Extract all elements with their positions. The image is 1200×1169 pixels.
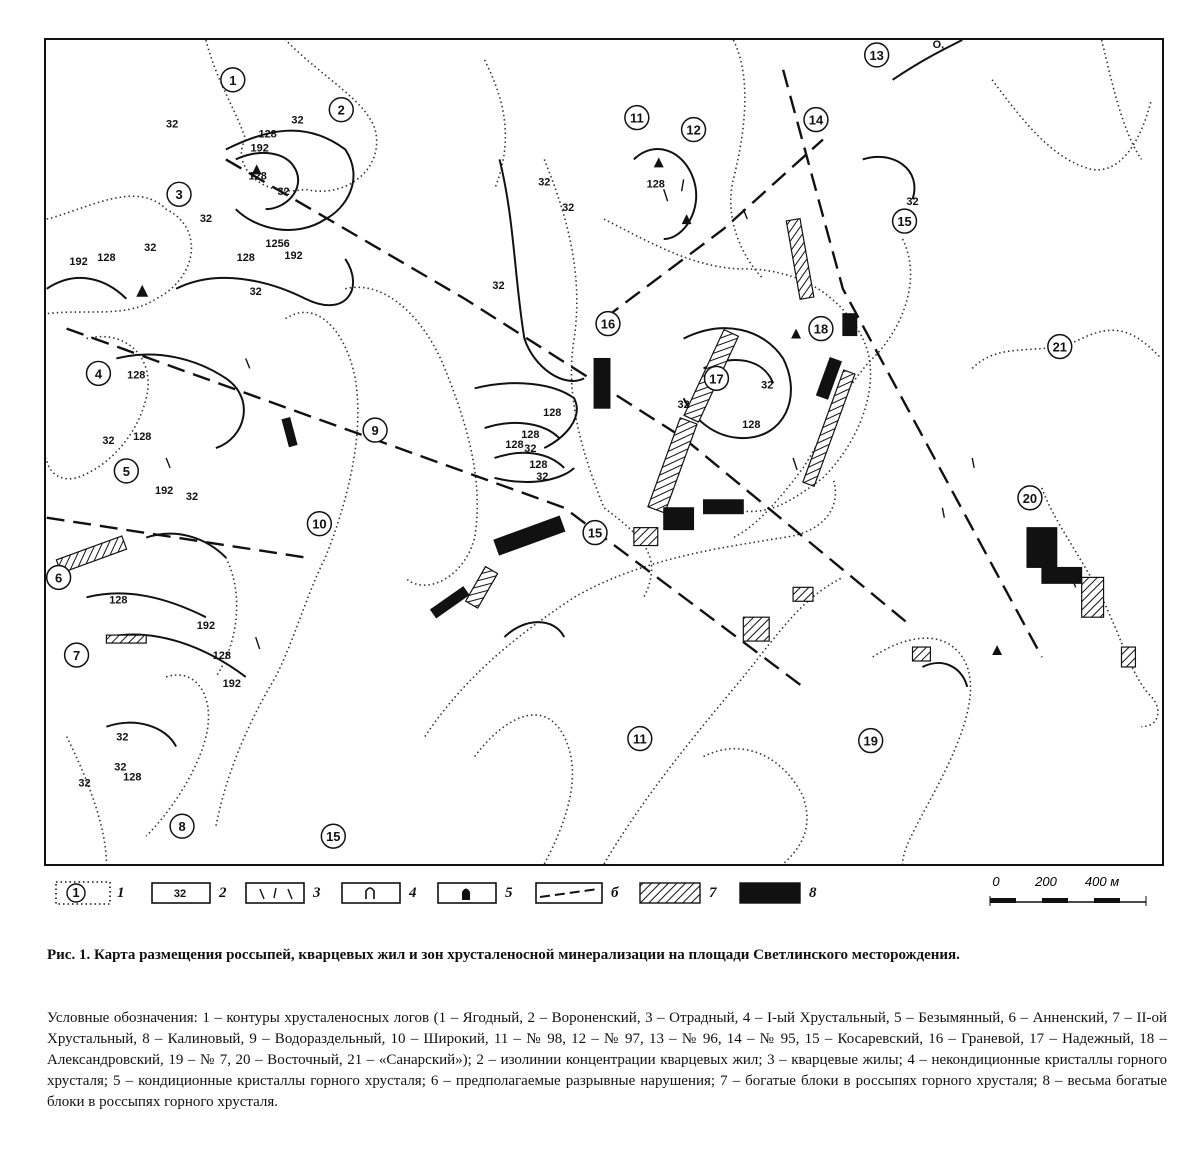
legend-number: 5 xyxy=(505,884,513,901)
legend-item-2 xyxy=(150,878,227,908)
deposit-number-text: 18 xyxy=(813,321,829,337)
standard-crystal xyxy=(791,329,801,339)
quartz-vein xyxy=(664,189,668,201)
isoline xyxy=(236,153,298,209)
deposit-number xyxy=(625,106,649,130)
rich-block xyxy=(634,528,658,546)
very-rich-block xyxy=(431,587,469,618)
gully-contour xyxy=(47,337,148,479)
gully-contour xyxy=(992,80,1151,170)
isoline-label: 32 xyxy=(492,279,505,292)
legend xyxy=(44,872,1164,916)
isoline xyxy=(893,40,963,80)
isoline-label: 128 xyxy=(646,178,665,191)
isoline xyxy=(500,159,585,381)
deposit-number-text: 12 xyxy=(686,122,701,138)
rich-block xyxy=(56,536,126,573)
deposit-number xyxy=(583,521,607,545)
deposit-number-text: 15 xyxy=(587,525,603,541)
isoline xyxy=(922,663,967,687)
quartz-vein-icon xyxy=(244,879,308,907)
deposit-number xyxy=(705,366,729,390)
deposit-number-text: 7 xyxy=(72,647,81,663)
deposit-number-text: 4 xyxy=(94,366,103,382)
map-frame xyxy=(44,38,1164,866)
rich-block xyxy=(786,219,814,300)
deposit-map xyxy=(46,40,1162,864)
isoline-label: 1256 xyxy=(265,237,290,250)
isoline-label: 32 xyxy=(524,443,537,455)
rich-block-hatched-icon xyxy=(638,879,704,907)
isoline-label: 128 xyxy=(742,419,761,432)
quartz-vein xyxy=(942,508,944,518)
deposit-number-text: 8 xyxy=(178,819,186,835)
deposit-number xyxy=(47,565,71,589)
very-rich-block xyxy=(664,508,694,530)
legend-number: 2 xyxy=(219,884,227,901)
isoline-label: 128 xyxy=(127,369,146,382)
isoline-label: 32 xyxy=(144,241,157,254)
deposit-number-text: 9 xyxy=(371,423,379,439)
deposit-number xyxy=(167,182,191,206)
isoline xyxy=(176,259,353,305)
gully-contour xyxy=(604,577,843,864)
isoline-label: 192 xyxy=(250,142,269,155)
quartz-vein xyxy=(166,458,170,468)
deposit-number-text: 15 xyxy=(897,214,912,230)
isoline-label: 192 xyxy=(155,484,174,497)
gully-contours xyxy=(47,40,1162,864)
isoline-label: 32 xyxy=(166,118,179,131)
gully-contour xyxy=(704,749,807,864)
legend-number: 1 xyxy=(117,884,125,901)
gully-contour xyxy=(873,638,971,864)
legend-number: 8 xyxy=(809,884,817,901)
deposit-number xyxy=(809,317,833,341)
rich-block xyxy=(743,617,769,641)
isoline-label: 128 xyxy=(97,251,116,264)
standard-crystal-icon xyxy=(436,879,500,907)
deposit-number xyxy=(65,643,89,667)
legend-sample: 32 xyxy=(173,888,187,900)
isoline-label: 192 xyxy=(69,255,88,268)
standard-crystals xyxy=(136,157,1002,655)
isoline-label: 128 xyxy=(258,128,277,141)
deposit-number-text: 10 xyxy=(312,516,327,532)
isoline-label: 32 xyxy=(185,490,199,503)
isoline-label: 32 xyxy=(277,186,290,199)
isoline-label: 128 xyxy=(543,407,562,420)
deposit-number-text: 20 xyxy=(1022,490,1038,506)
deposit-number-text: 5 xyxy=(122,463,130,479)
isoline-label: 128 xyxy=(248,170,267,183)
deposit-number xyxy=(1048,335,1072,359)
legend-sample: 1 xyxy=(72,885,80,900)
isoline-label: 32 xyxy=(199,213,213,226)
deposit-number-text: 21 xyxy=(1052,339,1067,355)
isoline-label: 32 xyxy=(562,202,575,215)
substandard-crystal-icon xyxy=(340,879,404,907)
deposit-number xyxy=(865,43,889,67)
fault-line xyxy=(783,70,1042,657)
legend-number: 4 xyxy=(409,884,417,901)
very-rich-block-solid-icon xyxy=(738,879,804,907)
standard-crystal xyxy=(136,285,148,297)
scale-label: 200 xyxy=(1035,874,1057,889)
legend-item-4 xyxy=(340,878,417,908)
deposit-number-text: 6 xyxy=(55,570,63,586)
deposit-number xyxy=(329,98,353,122)
deposit-number-text: 11 xyxy=(632,731,647,747)
standard-crystal xyxy=(654,157,664,167)
quartz-vein xyxy=(256,637,260,649)
isoline-label: 128 xyxy=(212,649,231,662)
quartz-vein xyxy=(793,458,797,470)
deposit-number xyxy=(221,68,245,92)
deposit-number-text: 2 xyxy=(337,102,345,118)
scale-label: 0 xyxy=(992,874,1000,889)
isoline-label: 128 xyxy=(236,251,255,264)
very-rich-block xyxy=(282,418,297,447)
deposit-number xyxy=(114,459,138,483)
legend-number: 3 xyxy=(313,884,321,901)
legend-item-6 xyxy=(534,878,619,908)
deposit-number xyxy=(1018,486,1042,510)
very-rich-block xyxy=(843,314,857,336)
deposit-number-text: 14 xyxy=(808,112,824,128)
isoline-label: 32 xyxy=(677,399,690,412)
standard-crystal xyxy=(992,645,1002,655)
isoline xyxy=(87,593,206,617)
quartz-vein xyxy=(972,458,974,468)
gully-contour xyxy=(731,40,764,279)
isoline-label: 192 xyxy=(284,249,303,262)
isoline-label: 192 xyxy=(196,620,216,633)
very-rich-block xyxy=(1042,567,1082,583)
deposit-number xyxy=(893,209,917,233)
gully-contour xyxy=(47,196,192,313)
scale-label: 400 м xyxy=(1084,874,1120,889)
gully-contour xyxy=(146,675,208,836)
legend-number: б xyxy=(611,884,619,901)
isoline xyxy=(146,534,226,558)
very-rich-block xyxy=(704,500,744,514)
gully-contour xyxy=(67,737,107,864)
gully-contour xyxy=(475,715,573,864)
deposit-number xyxy=(804,108,828,132)
very-rich-block xyxy=(1027,528,1057,568)
isoline-label: 32 xyxy=(291,114,304,127)
quartz-vein xyxy=(246,358,250,368)
deposit-number xyxy=(859,729,883,753)
deposit-number-text: 15 xyxy=(326,829,341,845)
isoline-label: 128 xyxy=(521,429,540,442)
isoline-label: 128 xyxy=(133,431,152,444)
very-rich-block xyxy=(494,516,565,555)
deposit-number xyxy=(596,312,620,336)
rich-block xyxy=(466,567,498,608)
legend-item-7 xyxy=(638,878,717,908)
legend-item-1 xyxy=(54,878,125,908)
rich-block xyxy=(793,587,813,601)
isoline-label: 32 xyxy=(536,470,549,483)
isoline xyxy=(226,128,354,230)
deposit-number-text: 11 xyxy=(630,110,644,126)
legend-item-5 xyxy=(436,878,513,908)
isoline-label: 128 xyxy=(529,458,548,471)
deposit-number xyxy=(628,727,652,751)
deposit-number xyxy=(363,418,387,442)
isoline-label: 32 xyxy=(78,777,91,790)
deposit-number-text: 17 xyxy=(709,371,724,387)
deposit-number-text: 16 xyxy=(600,316,616,332)
isoline-label: 128 xyxy=(109,594,128,607)
isoline-label: 32 xyxy=(761,379,774,392)
rich-block xyxy=(913,647,931,661)
isoline-label: 32 xyxy=(114,761,127,774)
isoline-label: 32 xyxy=(116,731,129,744)
isoline-label: 32 xyxy=(249,285,262,298)
fault-line xyxy=(226,159,913,627)
isoline xyxy=(863,157,915,199)
rich-block xyxy=(1121,647,1135,667)
isoline-label: 32 xyxy=(102,435,115,448)
isoline xyxy=(47,278,127,299)
isoline-label: 192 xyxy=(222,677,241,690)
deposit-number xyxy=(170,814,194,838)
fault-lines xyxy=(47,70,1042,687)
quartz-vein xyxy=(682,179,684,191)
gully-contour xyxy=(425,478,836,737)
isoline-label: 128 xyxy=(123,771,142,784)
isoline-label: O, xyxy=(932,40,945,51)
deposit-number-text: 3 xyxy=(175,187,183,203)
figure-caption-title: Рис. 1. Карта размещения россыпей, кварцевых жил и зон хрусталеносной минерализации на площади Светлинского месторождения. xyxy=(47,947,960,963)
scale-bar xyxy=(982,872,1162,916)
deposit-number xyxy=(682,118,706,142)
legend-item-3 xyxy=(244,878,321,908)
isoline-label-layer xyxy=(69,40,944,789)
deposit-number xyxy=(321,824,345,848)
isoline-label: 32 xyxy=(538,176,551,189)
deposit-number xyxy=(307,512,331,536)
deposit-number-text: 1 xyxy=(229,72,237,88)
legend-notes: Условные обозначения: 1 – контуры хрусталеносных логов (1 – Ягодный, 2 – Вороненский, 3 – Отрадный, 4 – I-ый Хрустальный, 5 – Безымянный, 6 – Анненский, 7 – II-ой Хрустальный, 8 – Калиновый, 9 – Водораздельный, 10 – Широкий, 11 – № 98, 12 – № 97, 13 – № 96, 14 – № 95, 15 – Косаревский, 16 – Граневой, 17 – Надежный, 18 – Александровский, 19 – № 7, 20 – Восточный, 21 – «Санарский»); 2 – изолинии концентрации кварцевых жил; 3 – кварцевые жилы; 4 – некондиционные кристаллы горного хрусталя; 5 – кондиционные кристаллы горного хрусталя; 6 – предполагаемые разрывные нарушения; 7 – богатые блоки в россыпях горного хрусталя; 8 – весьма богатые блоки в россыпях горного хрусталя. xyxy=(47,1010,1167,1110)
isoline-icon xyxy=(150,879,214,907)
rich-block xyxy=(1082,577,1104,617)
isoline-label: 128 xyxy=(505,439,524,452)
legend-number: 7 xyxy=(709,884,717,901)
legend-item-8 xyxy=(738,878,817,908)
gully-contour xyxy=(1102,40,1142,159)
fault-line-icon xyxy=(534,879,606,907)
very-rich-block xyxy=(594,358,610,408)
rich-block xyxy=(106,635,146,643)
rich-blocks xyxy=(56,219,1135,667)
isoline-label: 32 xyxy=(906,196,919,209)
deposit-number-text: 19 xyxy=(863,733,878,749)
deposit-number-text: 13 xyxy=(869,47,884,63)
deposit-number xyxy=(87,361,111,385)
contour-circle-icon xyxy=(54,879,112,907)
